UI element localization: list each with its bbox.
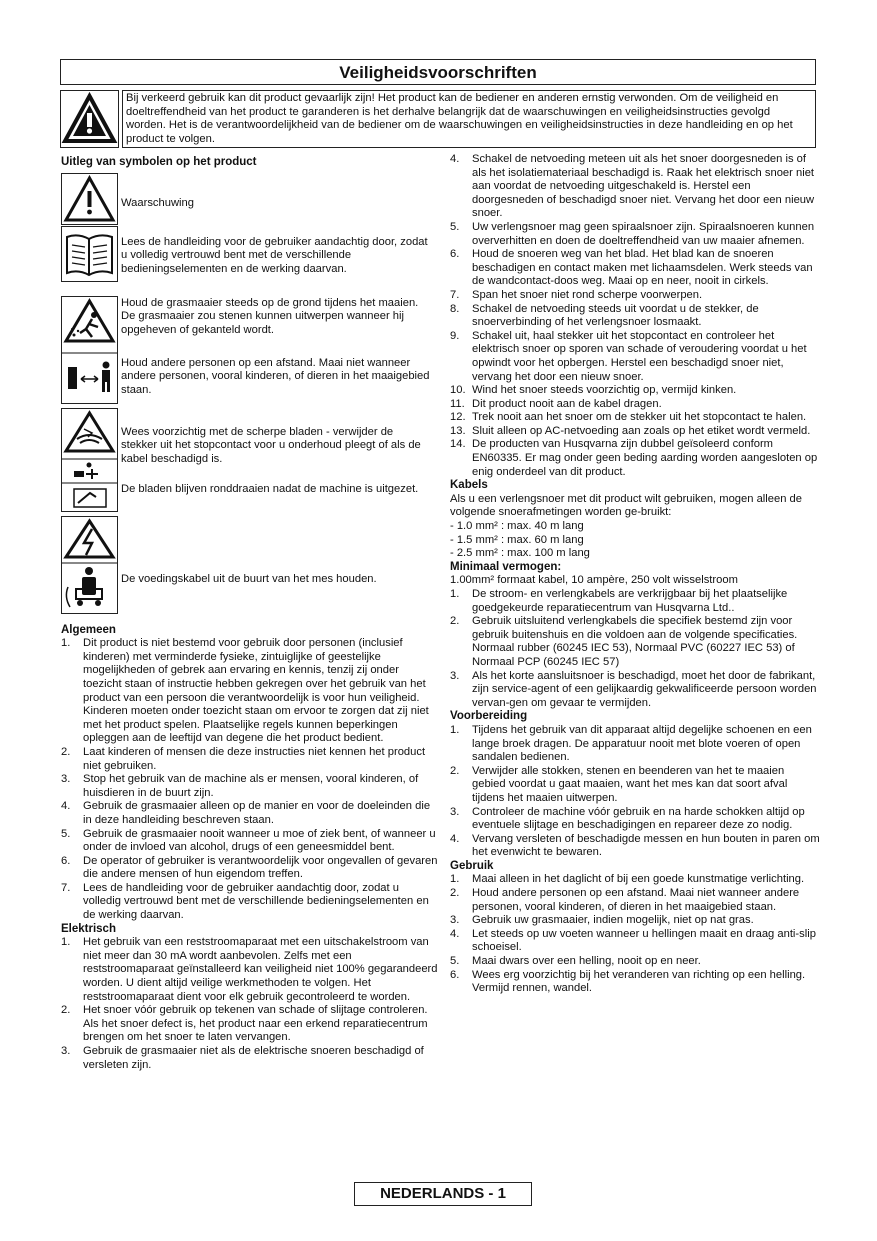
item-text: Controleer de machine vóór gebruik en na harde schokken altijd op eventuele slijtage en beschadigingen en repareer deze zo nodig. — [472, 805, 805, 832]
list-item: 11. Dit product nooit aan de kabel dragen. — [450, 397, 662, 410]
symbols-table — [61, 170, 439, 614]
algemeen-list — [61, 637, 439, 922]
gebruik-list — [450, 873, 820, 995]
list-item: 5. Maai dwars over een helling, nooit op en neer. — [450, 955, 701, 968]
item-text: Wees erg voorzichtig bij het veranderen van richting op een helling. Vermijd rennen, wandel. — [472, 968, 806, 995]
sharp-blades-icon — [61, 408, 118, 512]
list-item: 5. Gebruik de grasmaaier nooit wanneer u moe of ziek bent, of wanneer u onder de invloed van alcohol, drugs of een geneesmiddel bent. — [61, 827, 436, 854]
item-text: De operator of gebruiker is verantwoordelijk voor ongevallen of gevaren die andere mensen of hun eigendom treffen. — [83, 854, 438, 881]
intro-text: Bij verkeerd gebruik kan dit product gevaarlijk zijn! Het product kan de bediener en anderen ernstig verwonden. Om de veiligheid en doeltreffendheid van het product te garanderen is het derhalve belangrijk dat de waarschuwingen en veiligheidsinstructies gevolgd worden. Het is de verantwoordelijkheid van de bediener om de waarschuwingen en veiligheidsinstructies in deze handleiding en op het product te volgen. — [122, 90, 816, 148]
warning-triangle-icon — [60, 90, 119, 148]
item-text: De producten van Husqvarna zijn dubbel geïsoleerd conform EN60335. Er mag onder geen beding aarding worden aangesloten op enig onderdeel van dit product. — [472, 438, 818, 478]
item-text: Lees de handleiding voor de gebruiker aandachtig door, zodat u volledig vertrouwd bent met de verschillende bedieningselementen en de werking daarvan. — [83, 881, 429, 922]
symbol-text-4: Houd andere personen op een afstand. Maai niet wanneer andere personen, vooral kinderen, of dieren in het maaigebied staan. — [121, 356, 430, 396]
item-text: Stop het gebruik van de machine als er mensen, vooral kinderen, of huisdieren in de buurt zijn. — [83, 773, 419, 799]
symbol-text-3: Houd de grasmaaier steeds op de grond tijdens het maaien. De grasmaaier zou stenen kunnen uitwerpen wanneer hij opgeheven of gekanteld wordt. — [121, 296, 419, 336]
item-text: Vervang versleten of beschadigde messen en hun bouten in paren om het evenwicht te bewaren. — [472, 832, 820, 859]
item-text: Uw verlengsnoer mag geen spiraalsnoer zijn. Spiraalsnoeren kunnen oververhitten en doen de doeltreffendheid van uw maaier afnemen. — [472, 220, 815, 247]
item-text: Als het korte aansluitsnoer is beschadigd, moet het door de fabrikant, zijn service-agent of een gelijkaardig gekwalificeerde persoon worden vervan-gen om gevaar te vermijden. — [472, 669, 817, 709]
right-column — [450, 153, 820, 996]
list-item: 13. Sluit alleen op AC-netvoeding aan zoals op het etiket wordt vermeld. — [450, 424, 811, 437]
list-item: 6. Houd de snoeren weg van het blad. Het blad kan de snoeren beschadigen en contact maken met lichaamsdelen. Werk steeds van de wandcontact-doos weg. Maai op en neer, nooit in cirkels. — [450, 248, 813, 288]
item-text: Tijdens het gebruik van dit apparaat altijd degelijke schoenen en een lange broek dragen. De apparatuur nooit met blote voeren of open sandalen bedienen. — [472, 723, 812, 764]
item-text: Dit product is niet bestemd voor gebruik door personen (inclusief kinderen) met verminderde fysieke, zintuiglijke of geestelijke mogelijkheden of gebrek aan ervaring en kennis, tenzij zij onder toezicht staan of instructie hebben gekregen over het gebruik van het product van een persoon die verantwoordelijk is voor hun veiligheid. Kinderen moeten onder toezicht staan om ervoor te zorgen dat zij niet met het product spelen. Plaatselijke regels kunnen beperkingen opleggen aan de leeftijd van degene die het product bedient. — [83, 637, 429, 745]
elektrisch-heading: Elektrisch — [61, 922, 116, 935]
item-text: Het gebruik van een reststroomaparaat met een uitschakelstroom van niet meer dan 30 mA wordt aanbevolen. Zelfs met een reststroomaparaat geïnstalleerd kan veiligheid niet 100% gegarandeerd worden. U dient altijd veilige werkmethoden te volgen. Het reststroomaparaat dient voor elk gebruik gecontroleerd te worden. — [83, 936, 438, 1003]
left-column — [61, 156, 439, 1072]
item-text: Houd andere personen op een afstand. Maai niet wanneer andere personen, vooral kinderen, of dieren in het maaigebied staan. — [472, 887, 800, 913]
item-text: Maai dwars over een helling, nooit op en neer. — [472, 955, 701, 968]
list-item: - 2.5 mm² : max. 100 m lang — [450, 547, 590, 560]
list-item: 8. Schakel de netvoeding steeds uit voordat u de stekker, de snoerverbinding of het verlengsnoer losmaakt. — [450, 302, 759, 329]
list-item: 4. Let steeds op uw voeten wanneer u hellingen maait en draag anti-slip schoeisel. — [450, 927, 816, 954]
list-item: 6. De operator of gebruiker is verantwoordelijk voor ongevallen of gevaren die andere mensen of hun eigendom treffen. — [61, 854, 438, 881]
item-text: Maai alleen in het daglicht of bij een goede kunstmatige verlichting. — [472, 873, 805, 886]
list-item: 6. Wees erg voorzichtig bij het veranderen van richting op een helling. Vermijd rennen, wandel. — [450, 968, 806, 995]
kabels-text: Als u een verlengsnoer met dit product wilt gebruiken, mogen alleen de volgende snoerafmetingen worden ge-bruikt: — [450, 492, 802, 519]
item-text: Sluit alleen op AC-netvoeding aan zoals op het etiket wordt vermeld. — [472, 424, 811, 437]
symbol-text-6: De bladen blijven ronddraaien nadat de machine is uitgezet. — [121, 482, 419, 495]
list-item: 12. Trek nooit aan het snoer om de stekker uit het stopcontact te halen. — [450, 411, 807, 424]
list-item: 2. Verwijder alle stokken, stenen en beenderen van het te maaien gebied voordat u gaat maaien, want het mes kan dat soort afval tijdens het maaien uitwerpen. — [450, 764, 788, 804]
algemeen-heading: Algemeen — [61, 623, 116, 636]
intro-warning — [60, 90, 816, 148]
list-item: 3. Controleer de machine vóór gebruik en na harde schokken altijd op eventuele slijtage en beschadigingen en repareer deze zo nodig. — [450, 805, 805, 832]
elektrisch-list-part2 — [450, 153, 820, 479]
item-text: Let steeds op uw voeten wanneer u hellingen maait en draag anti-slip schoeisel. — [472, 927, 816, 954]
item-text: Span het snoer niet rond scherpe voorwerpen. — [472, 288, 703, 301]
list-item: 7. Lees de handleiding voor de gebruiker aandachtig door, zodat u volledig vertrouwd bent met de verschillende bedieningselementen en de werking daarvan. — [61, 881, 429, 922]
item-text: Gebruik uw grasmaaier, indien mogelijk, niet op nat gras. — [472, 914, 754, 927]
item-text: De stroom- en verlengkabels are verkrijgbaar bij het plaatselijke goedgekeurde reparatiecentrum van Husqvarna Ltd.. — [472, 588, 788, 614]
item-text: Schakel uit, haal stekker uit het stopcontact en controleer het elektrisch snoer op sporen van schade of veroudering voordat u het opwindt voor het opbergen. Herstel een beschadigd snoer niet, vervang het door een nieuw snoer. — [472, 329, 807, 383]
item-text: Verwijder alle stokken, stenen en beenderen van het te maaien gebied voordat u gaat maaien, want het mes kan dat soort afval tijdens het maaien uitwerpen. — [472, 764, 788, 804]
list-item: 1. Het gebruik van een reststroomaparaat met een uitschakelstroom van niet meer dan 30 mA wordt aanbevolen. Zelfs met een reststroomaparaat geïnstalleerd kan veiligheid niet 100% gegarandeerd worden. U dient altijd veilige werkmethoden te volgen. Het reststroomaparaat dient voor elk gebruik gecontroleerd te worden. — [61, 936, 438, 1003]
symbol-text-7: De voedingskabel uit de buurt van het mes houden. — [121, 572, 377, 585]
elektrisch-list-part1 — [61, 936, 439, 1072]
item-text: Gebruik uitsluitend verlengkabels die specifiek bestemd zijn voor gebruik buitenshuis en die voldoen aan de volgende specificaties. Normaal rubber (60245 IEC 53), Normaal PVC (60227 IEC 53) of Normaal PCP (60245 IEC 57) — [472, 615, 798, 668]
symbol-text-2: Lees de handleiding voor de gebruiker aandachtig door, zodat u volledig vertrouwd bent met de verschillende bedieningselementen en de werking daarvan. — [121, 235, 428, 275]
item-text: Gebruik de grasmaaier nooit wanneer u moe of ziek bent, of wanneer u onder de invloed van alcohol, drugs of een geneesmiddel bent. — [83, 827, 436, 854]
list-item: 14. De producten van Husqvarna zijn dubbel geïsoleerd conform EN60335. Er mag onder geen beding aarding worden aangesloten op enig onderdeel van dit product. — [450, 438, 818, 478]
list-item: 7. Span het snoer niet rond scherpe voorwerpen. — [450, 288, 703, 301]
item-text: Wind het snoer steeds voorzichtig op, vermijd kinken. — [472, 384, 737, 397]
manual-book-icon — [61, 226, 118, 282]
item-text: Het snoer vóór gebruik op tekenen van schade of slijtage controleren. Als het snoer defect is, het product naar een erkend reparatiecentrum brengen om het snoer te laten vervangen. — [83, 1004, 428, 1044]
item-text: Trek nooit aan het snoer om de stekker uit het stopcontact te halen. — [472, 411, 807, 424]
list-item: - 1.5 mm² : max. 60 m lang — [450, 533, 584, 546]
list-item: 3. Gebruik uw grasmaaier, indien mogelijk, niet op nat gras. — [450, 914, 754, 927]
list-item: 10. Wind het snoer steeds voorzichtig op, vermijd kinken. — [450, 384, 737, 397]
list-item: 4. Vervang versleten of beschadigde messen en hun bouten in paren om het evenwicht te bewaren. — [450, 832, 820, 859]
page-footer: NEDERLANDS - 1 — [354, 1182, 532, 1206]
kabels-heading: Kabels — [450, 479, 488, 492]
list-item: 2. Het snoer vóór gebruik op tekenen van schade of slijtage controleren. Als het snoer defect is, het product naar een erkend reparatiecentrum brengen om het snoer te laten vervangen. — [61, 1004, 428, 1044]
list-item: 9. Schakel uit, haal stekker uit het stopcontact en controleer het elektrisch snoer op sporen van schade of veroudering voordat u het opwindt voor het opbergen. Herstel een beschadigd snoer niet, vervang het door een nieuw snoer. — [450, 329, 807, 383]
symbol-text-1: Waarschuwing — [121, 196, 194, 209]
symbols-heading: Uitleg van symbolen op het product — [61, 156, 257, 168]
page-title: Veiligheidsvoorschriften — [60, 59, 816, 85]
item-text: Gebruik de grasmaaier alleen op de manier en voor de doeleinden die in deze handleiding beschreven staan. — [83, 800, 431, 826]
minimaal-heading: Minimaal vermogen: — [450, 560, 562, 573]
keep-cable-away-icon — [61, 516, 118, 614]
item-text: Laat kinderen of mensen die deze instructies niet kennen het product niet gebruiken. — [83, 745, 426, 772]
item-text: Dit product nooit aan de kabel dragen. — [472, 397, 662, 410]
list-item: 1. Dit product is niet bestemd voor gebruik door personen (inclusief kinderen) met verminderde fysieke, zintuiglijke of geestelijke mogelijkheden of gebrek aan ervaring en kennis, tenzij zij onder toezicht staan of instructie hebben gekregen over het gebruik van het product van een persoon die verantwoordelijk is voor hun veiligheid. Kinderen moeten onder toezicht staan om ervoor te zorgen dat zij niet met het product spelen. Plaatselijke regels kunnen beperkingen opleggen aan de leeftijd van degene die het product bedient. — [61, 637, 429, 745]
list-item: 3. Stop het gebruik van de machine als er mensen, vooral kinderen, of huisdieren in de buurt zijn. — [61, 773, 419, 799]
list-item: 2. Gebruik uitsluitend verlengkabels die specifiek bestemd zijn voor gebruik buitenshuis en die voldoen aan de volgende specificaties. Normaal rubber (60245 IEC 53), Normaal PVC (60227 IEC 53) of Normaal PCP (60245 IEC 57) — [450, 615, 798, 668]
list-item: 1. De stroom- en verlengkabels are verkrijgbaar bij het plaatselijke goedgekeurde reparatiecentrum van Husqvarna Ltd.. — [450, 588, 788, 614]
list-item: 5. Uw verlengsnoer mag geen spiraalsnoer zijn. Spiraalsnoeren kunnen oververhitten en doen de doeltreffendheid van uw maaier afnemen. — [450, 220, 815, 247]
minimaal-list — [450, 588, 820, 710]
list-item: - 1.0 mm² : max. 40 m lang — [450, 520, 584, 533]
list-item: 1. Maai alleen in het daglicht of bij een goede kunstmatige verlichting. — [450, 873, 805, 886]
item-text: Schakel de netvoeding meteen uit als het snoer doorgesneden is of als het isolatiemateriaal beschadigd is. Raak het elektrisch snoer niet aan voordat de netvoeding uitgeschakeld is. Herstel een doorgesneden of beschadigd snoer niet. Vervang het door een nieuw snoer. — [472, 153, 815, 220]
item-text: Schakel de netvoeding steeds uit voordat u de stekker, de snoerverbinding of het verlengsnoer losmaakt. — [472, 302, 759, 329]
symbol-text-5: Wees voorzichtig met de scherpe bladen - verwijder de stekker uit het stopcontact voor u onderhoud pleegt of als de kabel beschadigd is. — [121, 425, 421, 465]
item-text: Gebruik de grasmaaier niet als de elektrische snoeren beschadigd of versleten zijn. — [83, 1045, 424, 1071]
minimaal-text: 1.00mm² formaat kabel, 10 ampère, 250 volt wisselstroom — [450, 574, 738, 587]
item-text: Houd de snoeren weg van het blad. Het blad kan de snoeren beschadigen en contact maken met lichaamsdelen. Werk steeds van de wandcontact-doos weg. Maai op en neer, nooit in cirkels. — [472, 248, 813, 288]
list-item: 4. Gebruik de grasmaaier alleen op de manier en voor de doeleinden die in deze handleiding beschreven staan. — [61, 800, 431, 826]
list-item: 3. Als het korte aansluitsnoer is beschadigd, moet het door de fabrikant, zijn service-agent of een gelijkaardig gekwalificeerde persoon worden vervan-gen om gevaar te vermijden. — [450, 669, 817, 709]
voorbereiding-heading: Voorbereiding — [450, 710, 528, 723]
list-item: 1. Tijdens het gebruik van dit apparaat altijd degelijke schoenen en een lange broek dragen. De apparatuur nooit met blote voeren of open sandalen bedienen. — [450, 723, 812, 764]
warning-icon — [61, 173, 118, 225]
list-item: 2. Houd andere personen op een afstand. Maai niet wanneer andere personen, vooral kinderen, of dieren in het maaigebied staan. — [450, 887, 800, 913]
kabels-list — [450, 520, 820, 561]
gebruik-heading: Gebruik — [450, 859, 494, 872]
voorbereiding-list — [450, 724, 820, 860]
list-item: 3. Gebruik de grasmaaier niet als de elektrische snoeren beschadigd of versleten zijn. — [61, 1045, 424, 1071]
list-item: 4. Schakel de netvoeding meteen uit als het snoer doorgesneden is of als het isolatiemateriaal beschadigd is. Raak het elektrisch snoer niet aan voordat de netvoeding uitgeschakeld is. Herstel een doorgesneden of beschadigd snoer niet. Vervang het door een nieuw snoer. — [450, 153, 815, 220]
thrown-objects-icon — [61, 296, 118, 404]
list-item: 2. Laat kinderen of mensen die deze instructies niet kennen het product niet gebruiken. — [61, 745, 426, 772]
